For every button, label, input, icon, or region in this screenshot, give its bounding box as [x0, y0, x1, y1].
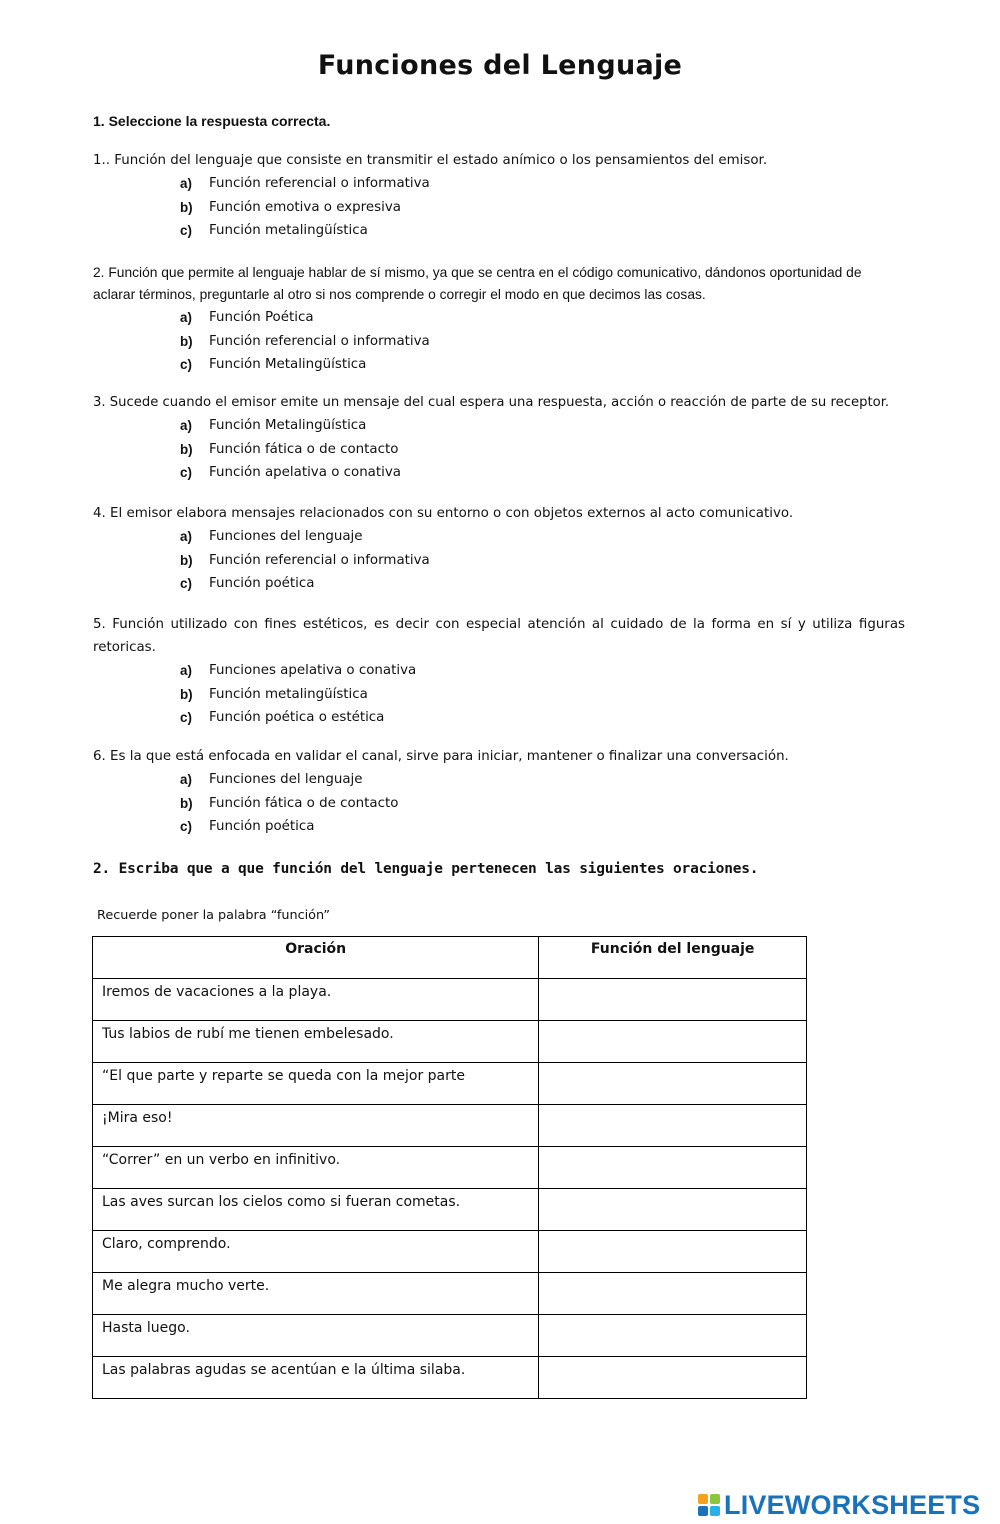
- page-title: Funciones del Lenguaje: [317, 50, 683, 81]
- option-b[interactable]: b) Función referencial o informativa: [180, 333, 430, 349]
- sentence-cell: Las palabras agudas se acentúan e la última silaba.: [93, 1357, 539, 1399]
- sentence-cell: ¡Mira eso!: [93, 1105, 539, 1147]
- answer-cell[interactable]: [539, 1105, 807, 1147]
- question-2: [93, 262, 905, 377]
- logo-text: LIVEWORKSHEETS: [724, 1489, 981, 1520]
- answer-table: [92, 936, 807, 1399]
- section-2-heading: 2. Escriba que a que función del lenguaje pertenecen las siguientes oraciones.: [93, 861, 759, 877]
- option-text: Función Metalingüística: [209, 357, 367, 373]
- option-c[interactable]: c) Función metalingüística: [180, 223, 368, 239]
- table-row: [93, 1357, 807, 1399]
- answer-cell[interactable]: [539, 1315, 807, 1357]
- option-c[interactable]: c) Función poética o estética: [180, 710, 385, 726]
- question-1: [93, 150, 905, 243]
- option-list: [93, 172, 905, 243]
- logo-mark-icon: [698, 1494, 720, 1516]
- question-3: [93, 392, 905, 485]
- option-text: Función metalingüística: [209, 223, 368, 239]
- answer-cell[interactable]: [539, 979, 807, 1021]
- table-row: [93, 1189, 807, 1231]
- table-row: [93, 979, 807, 1021]
- answer-cell[interactable]: [539, 1021, 807, 1063]
- sentence-cell: Iremos de vacaciones a la playa.: [93, 979, 539, 1021]
- answer-cell[interactable]: [539, 1147, 807, 1189]
- option-text: Funciones del lenguaje: [209, 772, 363, 787]
- option-text: Función referencial o informativa: [209, 333, 430, 349]
- option-text: Función poética: [209, 576, 315, 592]
- option-b[interactable]: b) Función metalingüística: [180, 686, 368, 702]
- option-list: [93, 768, 905, 839]
- answer-cell[interactable]: [539, 1189, 807, 1231]
- option-text: Función emotiva o expresiva: [209, 199, 401, 215]
- option-text: Función metalingüística: [209, 686, 368, 702]
- option-a[interactable]: a) Funciones apelativa o conativa: [180, 663, 417, 678]
- table-row: [93, 1021, 807, 1063]
- section-1-heading: 1. Seleccione la respuesta correcta.: [93, 113, 331, 129]
- question-stem: 2. Función que permite al lenguaje hablar de sí mismo, ya que se centra en el código comunicativo, dándonos oportunidad de aclarar términos, preguntarle al otro si nos comprende o corregir el modo en que decimos las cosas.: [93, 265, 862, 302]
- option-a[interactable]: a) Funciones del lenguaje: [180, 529, 363, 544]
- option-a[interactable]: a) Función Metalingüística: [180, 418, 367, 433]
- option-c[interactable]: c) Función Metalingüística: [180, 357, 367, 373]
- table-row: [93, 1273, 807, 1315]
- option-list: [93, 414, 905, 485]
- option-text: Funciones del lenguaje: [209, 529, 363, 544]
- option-list: [93, 306, 905, 377]
- option-a[interactable]: a) Funciones del lenguaje: [180, 772, 363, 787]
- option-c[interactable]: c) Función apelativa o conativa: [180, 465, 401, 481]
- option-list: [93, 525, 905, 596]
- option-c[interactable]: c) Función poética: [180, 819, 315, 835]
- question-stem: 4. El emisor elabora mensajes relacionados con su entorno o con objetos externos al acto comunicativo.: [93, 506, 794, 521]
- answer-cell[interactable]: [539, 1063, 807, 1105]
- option-b[interactable]: b) Función fática o de contacto: [180, 441, 399, 457]
- option-text: Función fática o de contacto: [209, 441, 399, 457]
- answer-cell[interactable]: [539, 1273, 807, 1315]
- question-stem: 6. Es la que está enfocada en validar el canal, sirve para iniciar, mantener o finalizar una conversación.: [93, 749, 789, 764]
- table-row: [93, 1147, 807, 1189]
- table-header-row: [93, 937, 807, 979]
- option-c[interactable]: c) Función poética: [180, 576, 315, 592]
- column-header-oracion: Oración: [93, 937, 539, 979]
- option-text: Función apelativa o conativa: [209, 465, 401, 481]
- sentence-cell: Hasta luego.: [93, 1315, 539, 1357]
- option-b[interactable]: b) Función emotiva o expresiva: [180, 199, 401, 215]
- question-stem: 3. Sucede cuando el emisor emite un mensaje del cual espera una respuesta, acción o reacción de parte de su receptor.: [93, 395, 890, 410]
- sentence-cell: “El que parte y reparte se queda con la mejor parte: [93, 1063, 539, 1105]
- option-text: Funciones apelativa o conativa: [209, 663, 417, 678]
- table-row: [93, 1105, 807, 1147]
- liveworksheets-logo: [698, 1489, 980, 1521]
- answer-cell[interactable]: [539, 1357, 807, 1399]
- sentence-cell: Tus labios de rubí me tienen embelesado.: [93, 1021, 539, 1063]
- question-6: [93, 746, 905, 839]
- option-text: Función Poética: [209, 310, 314, 325]
- instruction-note: Recuerde poner la palabra “función”: [97, 908, 331, 923]
- table-row: [93, 1063, 807, 1105]
- option-b[interactable]: b) Función referencial o informativa: [180, 552, 430, 568]
- option-text: Función poética o estética: [209, 710, 385, 726]
- sentence-cell: Claro, comprendo.: [93, 1231, 539, 1273]
- option-b[interactable]: b) Función fática o de contacto: [180, 795, 399, 811]
- option-text: Función referencial o informativa: [209, 176, 430, 191]
- option-a[interactable]: a) Función referencial o informativa: [180, 176, 430, 191]
- option-list: [93, 659, 905, 730]
- question-4: [93, 503, 905, 596]
- sentence-cell: Me alegra mucho verte.: [93, 1273, 539, 1315]
- question-stem: 1.. Función del lenguaje que consiste en transmitir el estado anímico o los pensamientos del emisor.: [93, 153, 768, 168]
- option-text: Función fática o de contacto: [209, 795, 399, 811]
- sentence-cell: Las aves surcan los cielos como si fueran cometas.: [93, 1189, 539, 1231]
- option-text: Función referencial o informativa: [209, 552, 430, 568]
- question-stem: 5. Función utilizado con fines estéticos, es decir con especial atención al cuidado de la forma en sí y utiliza figuras retoricas.: [93, 617, 905, 655]
- table-row: [93, 1315, 807, 1357]
- table-row: [93, 1231, 807, 1273]
- option-text: Función poética: [209, 819, 315, 835]
- option-text: Función Metalingüística: [209, 418, 367, 433]
- answer-cell[interactable]: [539, 1231, 807, 1273]
- question-5: [93, 613, 905, 730]
- column-header-funcion: Función del lenguaje: [539, 937, 807, 979]
- sentence-cell: “Correr” en un verbo en infinitivo.: [93, 1147, 539, 1189]
- option-a[interactable]: a) Función Poética: [180, 310, 314, 325]
